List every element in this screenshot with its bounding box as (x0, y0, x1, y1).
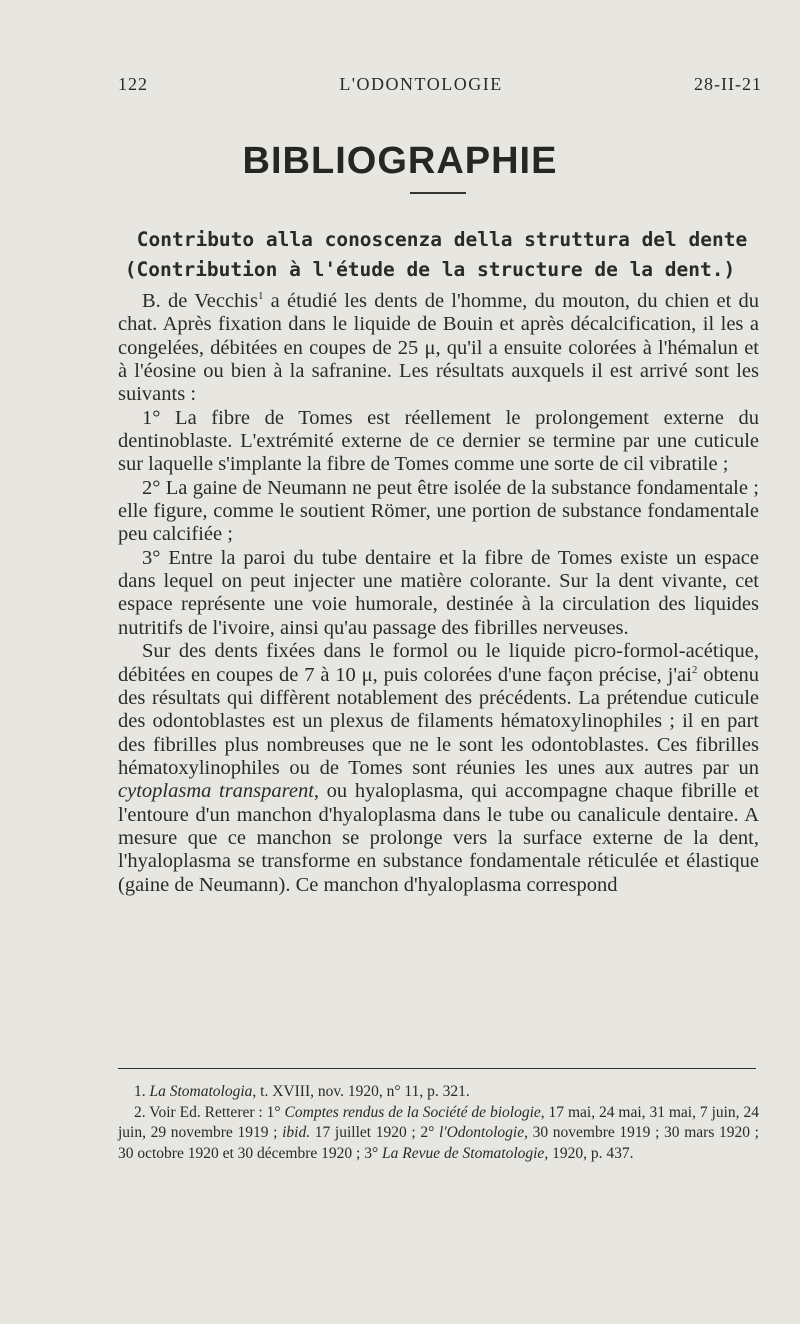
footnote-ref-2: 2 (691, 663, 698, 676)
footnote-2: 2. Voir Ed. Retterer : 1° Comptes rendus de la Société de biologie, 17 mai, 24 mai, 31 mai, 7 juin, 24 juin, 29 novembre 1919 ; ibid. 17 juillet 1920 ; 2° l'Odontologie, 30 novembre 1919 ; 30 mars 1920 ; 30 octobre 1920 et 30 décembre 1920 ; 3° La Revue de Stomatologie, 1920, p. 437. (118, 1103, 759, 1162)
running-head (118, 74, 762, 95)
paragraph-intro: B. de Vecchis$^1$ a étudié les dents de l'homme, du mouton, du chien et du chat. Après fixation dans le liquide de Bouin et après décalcification, il les a congelées, débitées en coupes de 25 μ, qu'il a ensuite colorées à l'hémalun et à l'éosine ou bien à la safranine. Les résultats auxquels il est arrivé sont les suivants : (118, 290, 759, 406)
paragraph-result-3: 3° Entre la paroi du tube dentaire et la fibre de Tomes existe un espace dans lequel on peut injecter une matière colorante. Sur la dent vivante, cet espace représente une voie humorale, destinée à la circulation des liquides nutritifs de l'ivoire, ainsi qu'au passage des fibrilles nerveuses. (118, 546, 759, 639)
page-number: 122 (118, 74, 148, 94)
section-title: BIBLIOGRAPHIE (242, 140, 558, 182)
paragraph-result-1: 1° La fibre de Tomes est réellement le prolongement externe du dentinoblaste. L'extrémité externe de ce dernier se termine par une cuticule sur laquelle s'implante la fibre de Tomes comme une sorte de cil vibratile ; (118, 406, 759, 476)
paragraph-result-2: 2° La gaine de Neumann ne peut être isolée de la substance fondamentale ; elle figure, comme le soutient Römer, une portion de substance fondamentale peu calcifiée ; (118, 476, 759, 546)
journal-title: L'ODONTOLOGIE (339, 74, 503, 94)
footnotes (118, 1082, 759, 1164)
footnote-ref-1: 1 (257, 290, 264, 303)
article-body (118, 290, 759, 897)
footnote-1: 1. La Stomatologia, t. XVIII, nov. 1920, n° 11, p. 321. (134, 1083, 470, 1100)
title-divider (410, 192, 466, 194)
issue-date: 28-II-21 (694, 74, 762, 94)
article-title-french: (Contribution à l'étude de la structure de la dent.) (124, 258, 736, 281)
paragraph-author-findings: Sur des dents fixées dans le formol ou le liquide picro-formol-acétique, débitées en coupes de 7 à 10 μ, puis colorées d'une façon précise, $j'ai^2$ obtenu des résultats qui diffèrent notablement des précédents. La prétendue cuticule des odontoblastes est un plexus de filaments hématoxylinophiles ; il en part des fibrilles plus nombreuses que ne le sont les odontoblastes. Ces fibrilles hématoxylinophiles ou de Tomes sont réunies les unes aux autres par un cytoplasma transparent, ou hyaloplasma, qui accompagne chaque fibrille et l'entoure d'un manchon d'hyaloplasma dans le tube ou canalicule dentaire. A mesure que ce manchon se prolonge vers la surface externe de la dent, l'hyaloplasma se transforme en substance fondamentale réticulée et élastique (gaine de Neumann). Ce manchon d'hyaloplasma correspond (118, 640, 759, 896)
article-title-italian: Contributo alla conoscenza della struttura del dente (136, 228, 748, 251)
footnote-divider (118, 1068, 756, 1069)
